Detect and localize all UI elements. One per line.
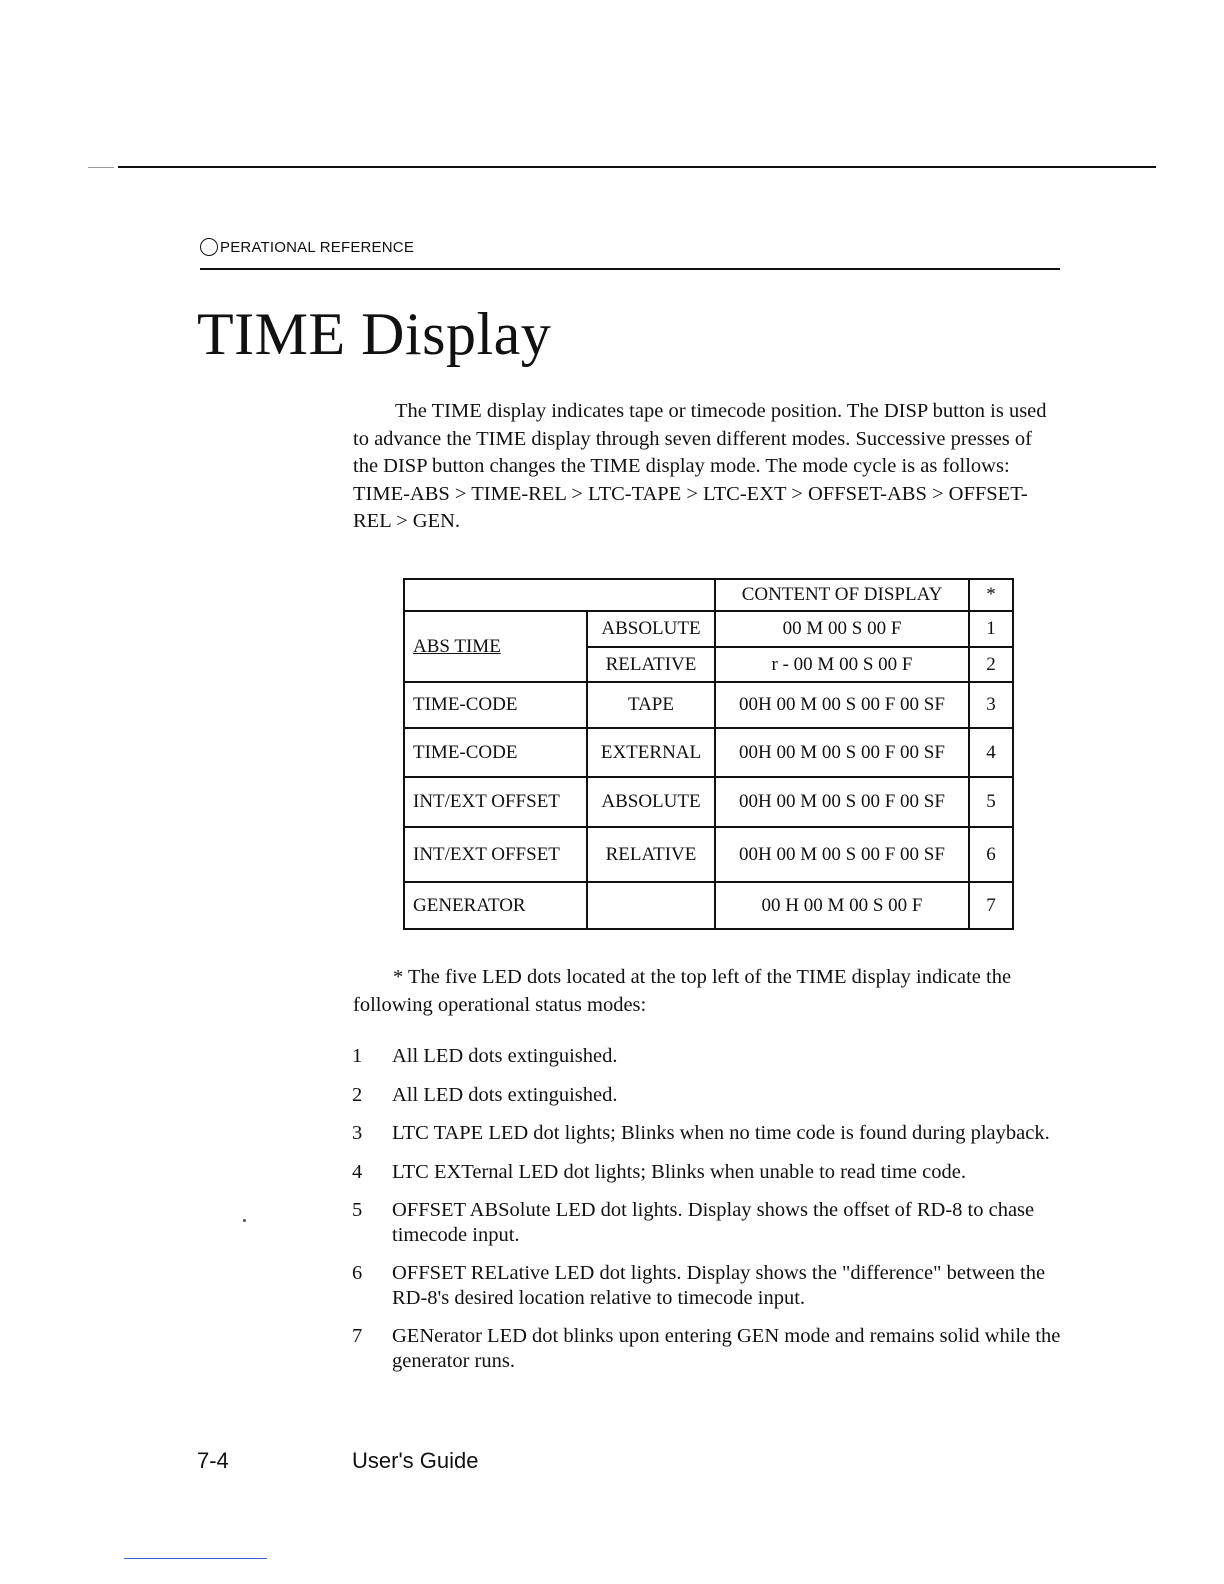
table-row <box>404 611 1013 647</box>
table-cell-mode: TAPE <box>587 682 715 728</box>
table-cell-mode: ABSOLUTE <box>587 611 715 647</box>
list-item-text: LTC TAPE LED dot lights; Blinks when no time code is found during playback. <box>392 1122 1050 1144</box>
footnote: * The five LED dots located at the top left of the TIME display indicate the following operational status modes: <box>353 966 1012 1016</box>
table-cell-group: GENERATOR <box>404 882 587 929</box>
header-rule <box>200 268 1060 270</box>
table-cell-mode <box>587 882 715 929</box>
list-item <box>352 1044 1062 1069</box>
list-item <box>352 1324 1062 1373</box>
page-title: TIME Display <box>197 301 552 367</box>
list-item <box>352 1198 1062 1247</box>
page-number: 7-4 <box>197 1448 229 1473</box>
scan-edge-line <box>124 1558 267 1559</box>
table-cell-num: 5 <box>969 777 1013 827</box>
display-mode-table <box>403 578 1014 930</box>
list-item <box>352 1261 1062 1310</box>
table-cell-group: ABS TIME <box>404 611 587 682</box>
table-row <box>404 777 1013 827</box>
table-row <box>404 882 1013 929</box>
list-item-text: GENerator LED dot blinks upon entering GEN mode and remains solid while the generator runs. <box>392 1325 1061 1372</box>
section-header-text: PERATIONAL REFERENCE <box>220 239 415 256</box>
list-item-text: All LED dots extinguished. <box>392 1083 618 1106</box>
table-header-blank <box>404 579 715 611</box>
top-rule-dash <box>88 167 114 168</box>
list-item-text: All LED dots extinguished. <box>392 1045 618 1067</box>
table-cell-content: r - 00 M 00 S 00 F <box>715 647 969 682</box>
table-cell-group: TIME-CODE <box>404 728 587 777</box>
list-item <box>352 1121 1062 1146</box>
list-item-number: 7 <box>352 1325 363 1347</box>
list-item-number: 5 <box>352 1199 363 1221</box>
table-cell-content: 00H 00 M 00 S 00 F 00 SF <box>715 827 969 882</box>
table-cell-group: TIME-CODE <box>404 682 587 728</box>
list-item-number: 1 <box>352 1045 363 1067</box>
status-mode-list <box>352 1044 1062 1387</box>
table-cell-num: 2 <box>969 647 1013 682</box>
table-header-star: * <box>969 579 1013 611</box>
section-header <box>200 238 414 256</box>
table-header-content: CONTENT OF DISPLAY <box>715 579 969 611</box>
table-cell-content: 00 H 00 M 00 S 00 F <box>715 882 969 929</box>
table-cell-content: 00H 00 M 00 S 00 F 00 SF <box>715 682 969 728</box>
table-cell-num: 4 <box>969 728 1013 777</box>
top-rule <box>118 166 1156 168</box>
scan-speck <box>243 1219 246 1222</box>
section-header-initial-o <box>200 238 218 256</box>
footer-guide-name: User's Guide <box>352 1448 479 1473</box>
table-cell-group: INT/EXT OFFSET <box>404 777 587 827</box>
table-cell-mode: RELATIVE <box>587 827 715 882</box>
list-item-text: OFFSET RELative LED dot lights. Display shows the "difference" between the RD-8's desired location relative to timecode input. <box>392 1262 1046 1309</box>
table-cell-group: INT/EXT OFFSET <box>404 827 587 882</box>
table-cell-num: 7 <box>969 882 1013 929</box>
list-item <box>352 1083 1062 1108</box>
table-cell-num: 3 <box>969 682 1013 728</box>
intro-paragraph: The TIME display indicates tape or timecode position. The DISP button is used to advance the TIME display through seven different modes. Successive presses of the DISP button changes the TIME display mode. The mode cycle is as follows: TIME-ABS > TIME-REL > LTC-TAPE > LTC-EXT > OFFSET-ABS > OFFSET-REL > GEN. <box>353 400 1047 532</box>
list-item-number: 4 <box>352 1160 363 1183</box>
table-cell-num: 6 <box>969 827 1013 882</box>
table-row <box>404 827 1013 882</box>
list-item-text: LTC EXTernal LED dot lights; Blinks when unable to read time code. <box>392 1160 966 1183</box>
table-row <box>404 682 1013 728</box>
table-cell-mode: ABSOLUTE <box>587 777 715 827</box>
table-cell-num: 1 <box>969 611 1013 647</box>
table-header-row <box>404 579 1013 611</box>
table-row <box>404 728 1013 777</box>
list-item-number: 3 <box>352 1122 363 1144</box>
list-item-number: 2 <box>352 1083 363 1106</box>
list-item-text: OFFSET ABSolute LED dot lights. Display shows the offset of RD-8 to chase timecode input. <box>392 1199 1035 1246</box>
table-cell-mode: EXTERNAL <box>587 728 715 777</box>
table-cell-content: 00 M 00 S 00 F <box>715 611 969 647</box>
list-item <box>352 1160 1062 1185</box>
table-cell-mode: RELATIVE <box>587 647 715 682</box>
table-cell-content: 00H 00 M 00 S 00 F 00 SF <box>715 777 969 827</box>
table-cell-content: 00H 00 M 00 S 00 F 00 SF <box>715 728 969 777</box>
list-item-number: 6 <box>352 1262 363 1284</box>
